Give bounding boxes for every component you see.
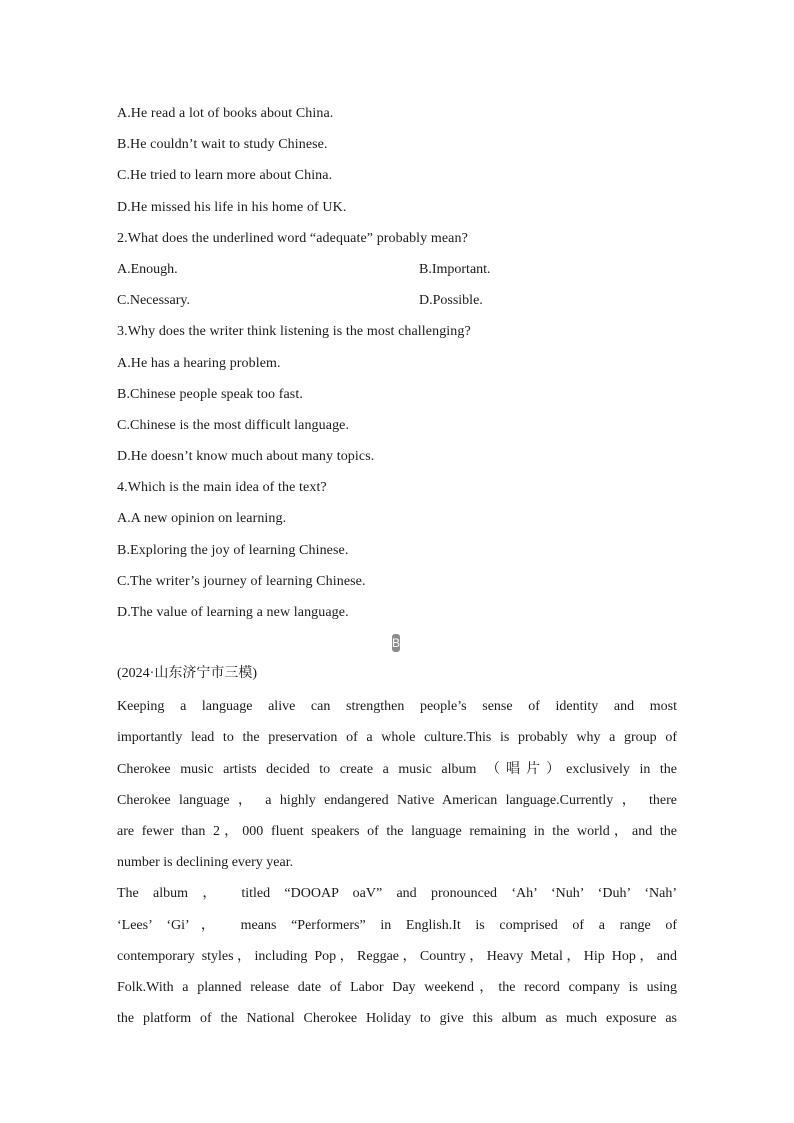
question-4 [117, 472, 677, 628]
passage-paragraph-2 [117, 878, 677, 1034]
option-c: C.The writer’s journey of learning Chinese. [117, 573, 366, 589]
option-a: A.He read a lot of books about China. [117, 106, 334, 121]
option-b: B.Chinese people speak too fast. [117, 386, 303, 402]
passage-line: Keeping a language alive can strengthen people’s sense of identity and most [117, 699, 677, 715]
option-d: D.He doesn’t know much about many topics. [117, 449, 375, 465]
option-c: C.Necessary. [117, 293, 190, 309]
option-a: A.He has a hearing problem. [117, 355, 281, 371]
passage-line: the platform of the National Cherokee Holiday to give this album as much exposure as [117, 1011, 677, 1027]
question-text: 4.Which is the main idea of the text? [117, 480, 327, 496]
passage-line: contemporary styles，including Pop，Reggae，Country，Heavy Metal，Hip Hop，and [117, 948, 677, 964]
question-text: 3.Why does the writer think listening is the most challenging? [117, 324, 471, 340]
option-row [117, 254, 677, 285]
option-d: D.He missed his life in his home of UK. [117, 199, 347, 215]
option-b: B.Important. [419, 261, 491, 277]
passage-line: Cherokee language ， a highly endangered Native American language.Currently ， there [117, 792, 677, 808]
passage-paragraph-1 [117, 691, 677, 878]
passage-line: Cherokee music artists decided to create a music album （唱片）exclusively in the [117, 761, 677, 777]
option-a: A.Enough. [117, 261, 178, 277]
option-b: B.He couldn’t wait to study Chinese. [117, 137, 328, 153]
question-3 [117, 316, 677, 472]
question-text: 2.What does the underlined word “adequate” probably mean? [117, 230, 468, 246]
passage-line: are fewer than 2，000 fluent speakers of the language remaining in the world，and the [117, 823, 677, 839]
question-2 [117, 223, 677, 317]
passage-line: ‘Lees’ ‘Gi’， means “Performers” in English.It is comprised of a range of [117, 917, 677, 933]
passage-line: The album ， titled “DOOAP oaV” and pronounced ‘Ah’ ‘Nuh’ ‘Duh’ ‘Nah’ [117, 886, 677, 902]
passage-line: Folk.With a planned release date of Labor Day weekend，the record company is using [117, 979, 677, 995]
option-row [117, 285, 677, 316]
option-a: A.A new opinion on learning. [117, 511, 287, 527]
option-d: D.Possible. [419, 293, 483, 309]
option-b: B.Exploring the joy of learning Chinese. [117, 542, 349, 558]
option-d: D.The value of learning a new language. [117, 605, 349, 620]
passage-line: number is declining every year. [117, 855, 294, 871]
section-badge: B [392, 635, 401, 650]
option-c: C.Chinese is the most difficult language. [117, 417, 350, 433]
passage-source: (2024·山东济宁市三模) [117, 666, 257, 682]
question-1-options [117, 98, 677, 223]
document-page [117, 98, 677, 1034]
passage-line: importantly lead to the preservation of a whole culture.This is probably why a group of [117, 730, 677, 746]
option-c: C.He tried to learn more about China. [117, 168, 333, 184]
